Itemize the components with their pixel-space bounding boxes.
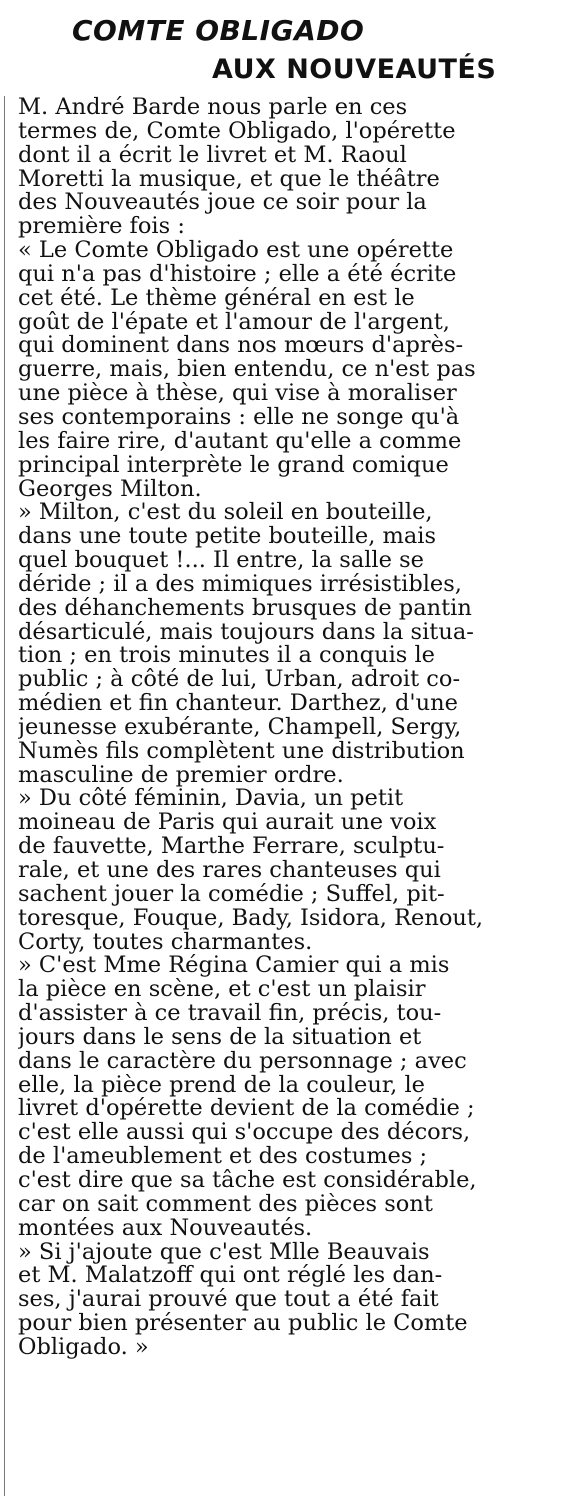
article-line: c'est elle aussi qui s'occupe des décors,: [18, 1121, 471, 1146]
article-line: de l'ameublement et des costumes ;: [18, 1145, 428, 1169]
article-line: les faire rire, d'autant qu'elle a comme: [18, 429, 462, 454]
article-line: livret d'opérette devient de la comédie ;: [18, 1097, 475, 1122]
article-line: masculine de premier ordre.: [18, 763, 344, 788]
article-line: de fauvette, Marthe Ferrare, sculptu-: [18, 835, 445, 859]
article-line: » Si j'ajoute que c'est Mlle Beauvais: [18, 1240, 430, 1265]
article-line: médien et fin chanteur. Darthez, d'une: [18, 692, 458, 716]
article-line: montées aux Nouveautés.: [18, 1216, 313, 1241]
article-line: des Nouveautés joue ce soir pour la: [18, 191, 427, 216]
article-line: Corty, toutes charmantes.: [18, 930, 313, 955]
article-line: ses, j'aurai prouvé que tout a été fait: [18, 1288, 439, 1313]
article-line: dans une toute petite bouteille, mais: [18, 525, 437, 550]
article-line: déride ; il a des mimiques irrésistibles,: [18, 572, 462, 597]
article-line: dont il a écrit le livret et M. Raoul: [18, 143, 407, 168]
article-line: toresque, Fouque, Bady, Isidora, Renout,: [18, 906, 484, 931]
article-line: » C'est Mme Régina Camier qui a mis: [18, 954, 450, 979]
article-line: des déhanchements brusques de pantin: [18, 596, 472, 621]
article-line: cet été. Le thème général en est le: [18, 286, 415, 311]
article-line: » Milton, c'est du soleil en bouteille,: [18, 501, 433, 526]
article-line: Georges Milton.: [18, 477, 202, 502]
article-subtitle: AUX NOUVEAUTÉS: [212, 54, 497, 85]
article-line: guerre, mais, bien entendu, ce n'est pas: [18, 358, 476, 383]
article-line: sachent jouer la comédie ; Suffel, pit-: [18, 882, 445, 907]
article-line: première fois :: [18, 215, 185, 240]
article-line: « Le Comte Obligado est une opérette: [18, 239, 454, 263]
article-line: termes de, Comte Obligado, l'opérette: [18, 119, 456, 144]
article-line: car on sait comment des pièces sont: [18, 1192, 433, 1217]
article-line: rale, et une des rares chanteuses qui: [18, 859, 441, 883]
article-line: M. André Barde nous parle en ces: [18, 96, 408, 120]
article-line: tion ; en trois minutes il a conquis le: [18, 644, 435, 669]
article-body: [18, 96, 574, 1360]
article-line: public ; à côté de lui, Urban, adroit co-: [18, 668, 461, 693]
article-line: goût de l'épate et l'amour de l'argent,: [18, 310, 450, 335]
article-line: ses contemporains : elle ne songe qu'à: [18, 405, 460, 430]
article-line: c'est dire que sa tâche est considérable,: [18, 1168, 477, 1193]
article-line: qui dominent dans nos mœurs d'après-: [18, 334, 464, 359]
article-line: dans le caractère du personnage ; avec: [18, 1049, 467, 1074]
article-line: d'assister à ce travail fin, précis, tou-: [18, 1002, 442, 1026]
article-line: pour bien présenter au public le Comte: [18, 1312, 468, 1336]
article-line: elle, la pièce prend de la couleur, le: [18, 1073, 425, 1098]
article-line: qui n'a pas d'histoire ; elle a été écrite: [18, 262, 457, 287]
article-line: et M. Malatzoff qui ont réglé les dan-: [18, 1264, 443, 1289]
article-line: jeunesse exubérante, Champell, Sergy,: [18, 715, 462, 740]
article-line: » Du côté féminin, Davia, un petit: [18, 787, 404, 812]
column-rule: [4, 96, 5, 1496]
article-line: une pièce à thèse, qui vise à moraliser: [18, 382, 457, 406]
article-line: Numès fils complètent une distribution: [18, 739, 465, 764]
article-line: quel bouquet !... Il entre, la salle se: [18, 549, 424, 573]
article-line: moineau de Paris qui aurait une voix: [18, 811, 437, 836]
article-line: jours dans le sens de la situation et: [18, 1025, 422, 1050]
article-line: Obligado. »: [18, 1335, 149, 1360]
article-line: Moretti la musique, et que le théâtre: [18, 167, 440, 192]
article-title: COMTE OBLIGADO: [72, 14, 365, 47]
article-line: principal interprète le grand comique: [18, 453, 449, 478]
article-line: la pièce en scène, et c'est un plaisir: [18, 978, 426, 1003]
article-line: désarticulé, mais toujours dans la situa-: [18, 620, 474, 645]
